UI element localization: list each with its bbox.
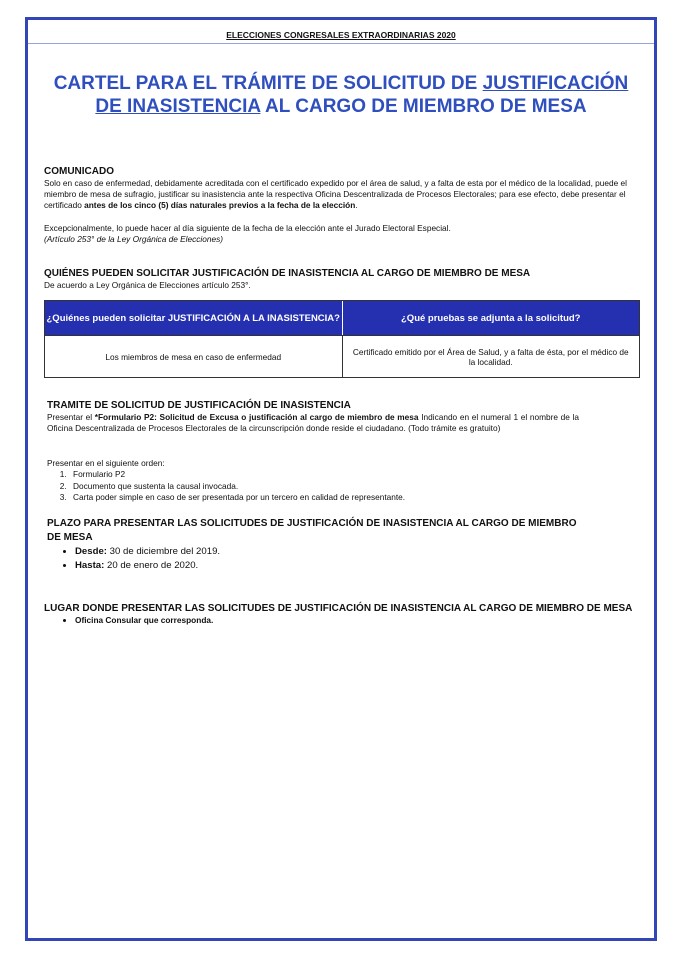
lugar-list	[47, 615, 213, 625]
comunicado-exception: Excepcionalmente, lo puede hacer al día siguiente de la fecha de la elección ante el Jurado Electoral Especial.	[44, 223, 451, 233]
hasta-label: Hasta:	[75, 560, 105, 571]
page-title	[48, 72, 634, 118]
lugar-heading: LUGAR DONDE PRESENTAR LAS SOLICITUDES DE JUSTIFICACIÓN DE INASISTENCIA AL CARGO DE MIEMBRO DE MESA	[44, 603, 633, 614]
list-item: 2. Documento que sustenta la causal invocada.	[69, 481, 607, 493]
table-cell-pruebas: Certificado emitido por el Área de Salud, y a falta de ésta, por el médico de la localidad.	[342, 335, 640, 377]
comunicado-bold: antes de los cinco (5) días naturales previos a la fecha de la elección	[84, 200, 356, 210]
tramite-text-post: Indicando en el numeral 1 el nombre de la Oficina Descentralizada de Procesos Electorales de la circunscripción donde reside el ciudadano. (Todo trámite es gratuito)	[47, 412, 579, 433]
quienes-heading: QUIÉNES PUEDEN SOLICITAR JUSTIFICACIÓN DE INASISTENCIA AL CARGO DE MIEMBRO DE MESA	[44, 268, 531, 279]
title-part2: AL CARGO DE MIEMBRO DE MESA	[260, 96, 587, 117]
tramite-text-pre: Presentar el	[47, 412, 95, 422]
tramite-text-bold: *Formulario P2: Solicitud de Excusa o justificación al cargo de miembro de mesa	[94, 412, 419, 422]
table-header-row	[45, 301, 639, 335]
reference-text: (Artículo 253° de la Ley Orgánica de Elecciones)	[44, 234, 224, 244]
comunicado-heading: COMUNICADO	[44, 166, 114, 177]
tramite-order-intro: Presentar en el siguiente orden:	[47, 458, 165, 468]
desde-label: Desde:	[75, 546, 107, 557]
comunicado-end: .	[355, 200, 358, 210]
list-item: 1. Formulario P2	[69, 469, 607, 481]
comunicado-reference	[44, 234, 640, 245]
title-underlined: JUSTIFICACIÓN DE INASISTENCIA	[95, 73, 629, 117]
comunicado-text	[44, 178, 640, 211]
tramite-order-list	[47, 469, 607, 504]
title-part1: CARTEL PARA EL TRÁMITE DE SOLICITUD DE	[53, 73, 483, 94]
plazo-heading: PLAZO PARA PRESENTAR LAS SOLICITUDES DE JUSTIFICACIÓN DE INASISTENCIA AL CARGO DE MIEMBRO DE MESA	[47, 518, 577, 543]
desde-value: 30 de diciembre del 2019.	[107, 546, 221, 557]
list-item: 3. Carta poder simple en caso de ser presentada por un tercero en calidad de representante.	[69, 492, 607, 504]
requirements-table	[44, 300, 640, 378]
document-header: ELECCIONES CONGRESALES EXTRAORDINARIAS 2020	[226, 30, 456, 40]
list-item: • Oficina Consular que corresponda.	[75, 615, 213, 625]
plazo-dates	[47, 545, 220, 573]
quienes-subtext: De acuerdo a Ley Orgánica de Elecciones artículo 253°.	[44, 280, 251, 290]
table-row	[45, 335, 639, 377]
comunicado-body: Solo en caso de enfermedad, debidamente acreditada con el certificado expedido por el área de salud, y a falta de esta por el médico de la localidad, puede el miembro de mesa de sufragio, justificar su inasistencia ante la respectiva Oficina Descentralizada de Procesos Electorales; para ese efecto, debe presentar el certificado	[44, 178, 628, 210]
hasta-item	[75, 559, 220, 573]
desde-item	[75, 545, 220, 559]
header-divider	[28, 43, 654, 44]
tramite-heading: TRAMITE DE SOLICITUD DE JUSTIFICACIÓN DE INASISTENCIA	[47, 400, 351, 411]
hasta-value: 20 de enero de 2020.	[104, 560, 199, 571]
document-frame	[25, 17, 657, 941]
table-header-quienes: ¿Quiénes pueden solicitar JUSTIFICACIÓN A LA INASISTENCIA?	[45, 301, 342, 335]
table-cell-quienes: Los miembros de mesa en caso de enfermedad	[45, 335, 342, 377]
table-header-pruebas: ¿Qué pruebas se adjunta a la solicitud?	[342, 301, 640, 335]
tramite-text	[47, 412, 579, 434]
